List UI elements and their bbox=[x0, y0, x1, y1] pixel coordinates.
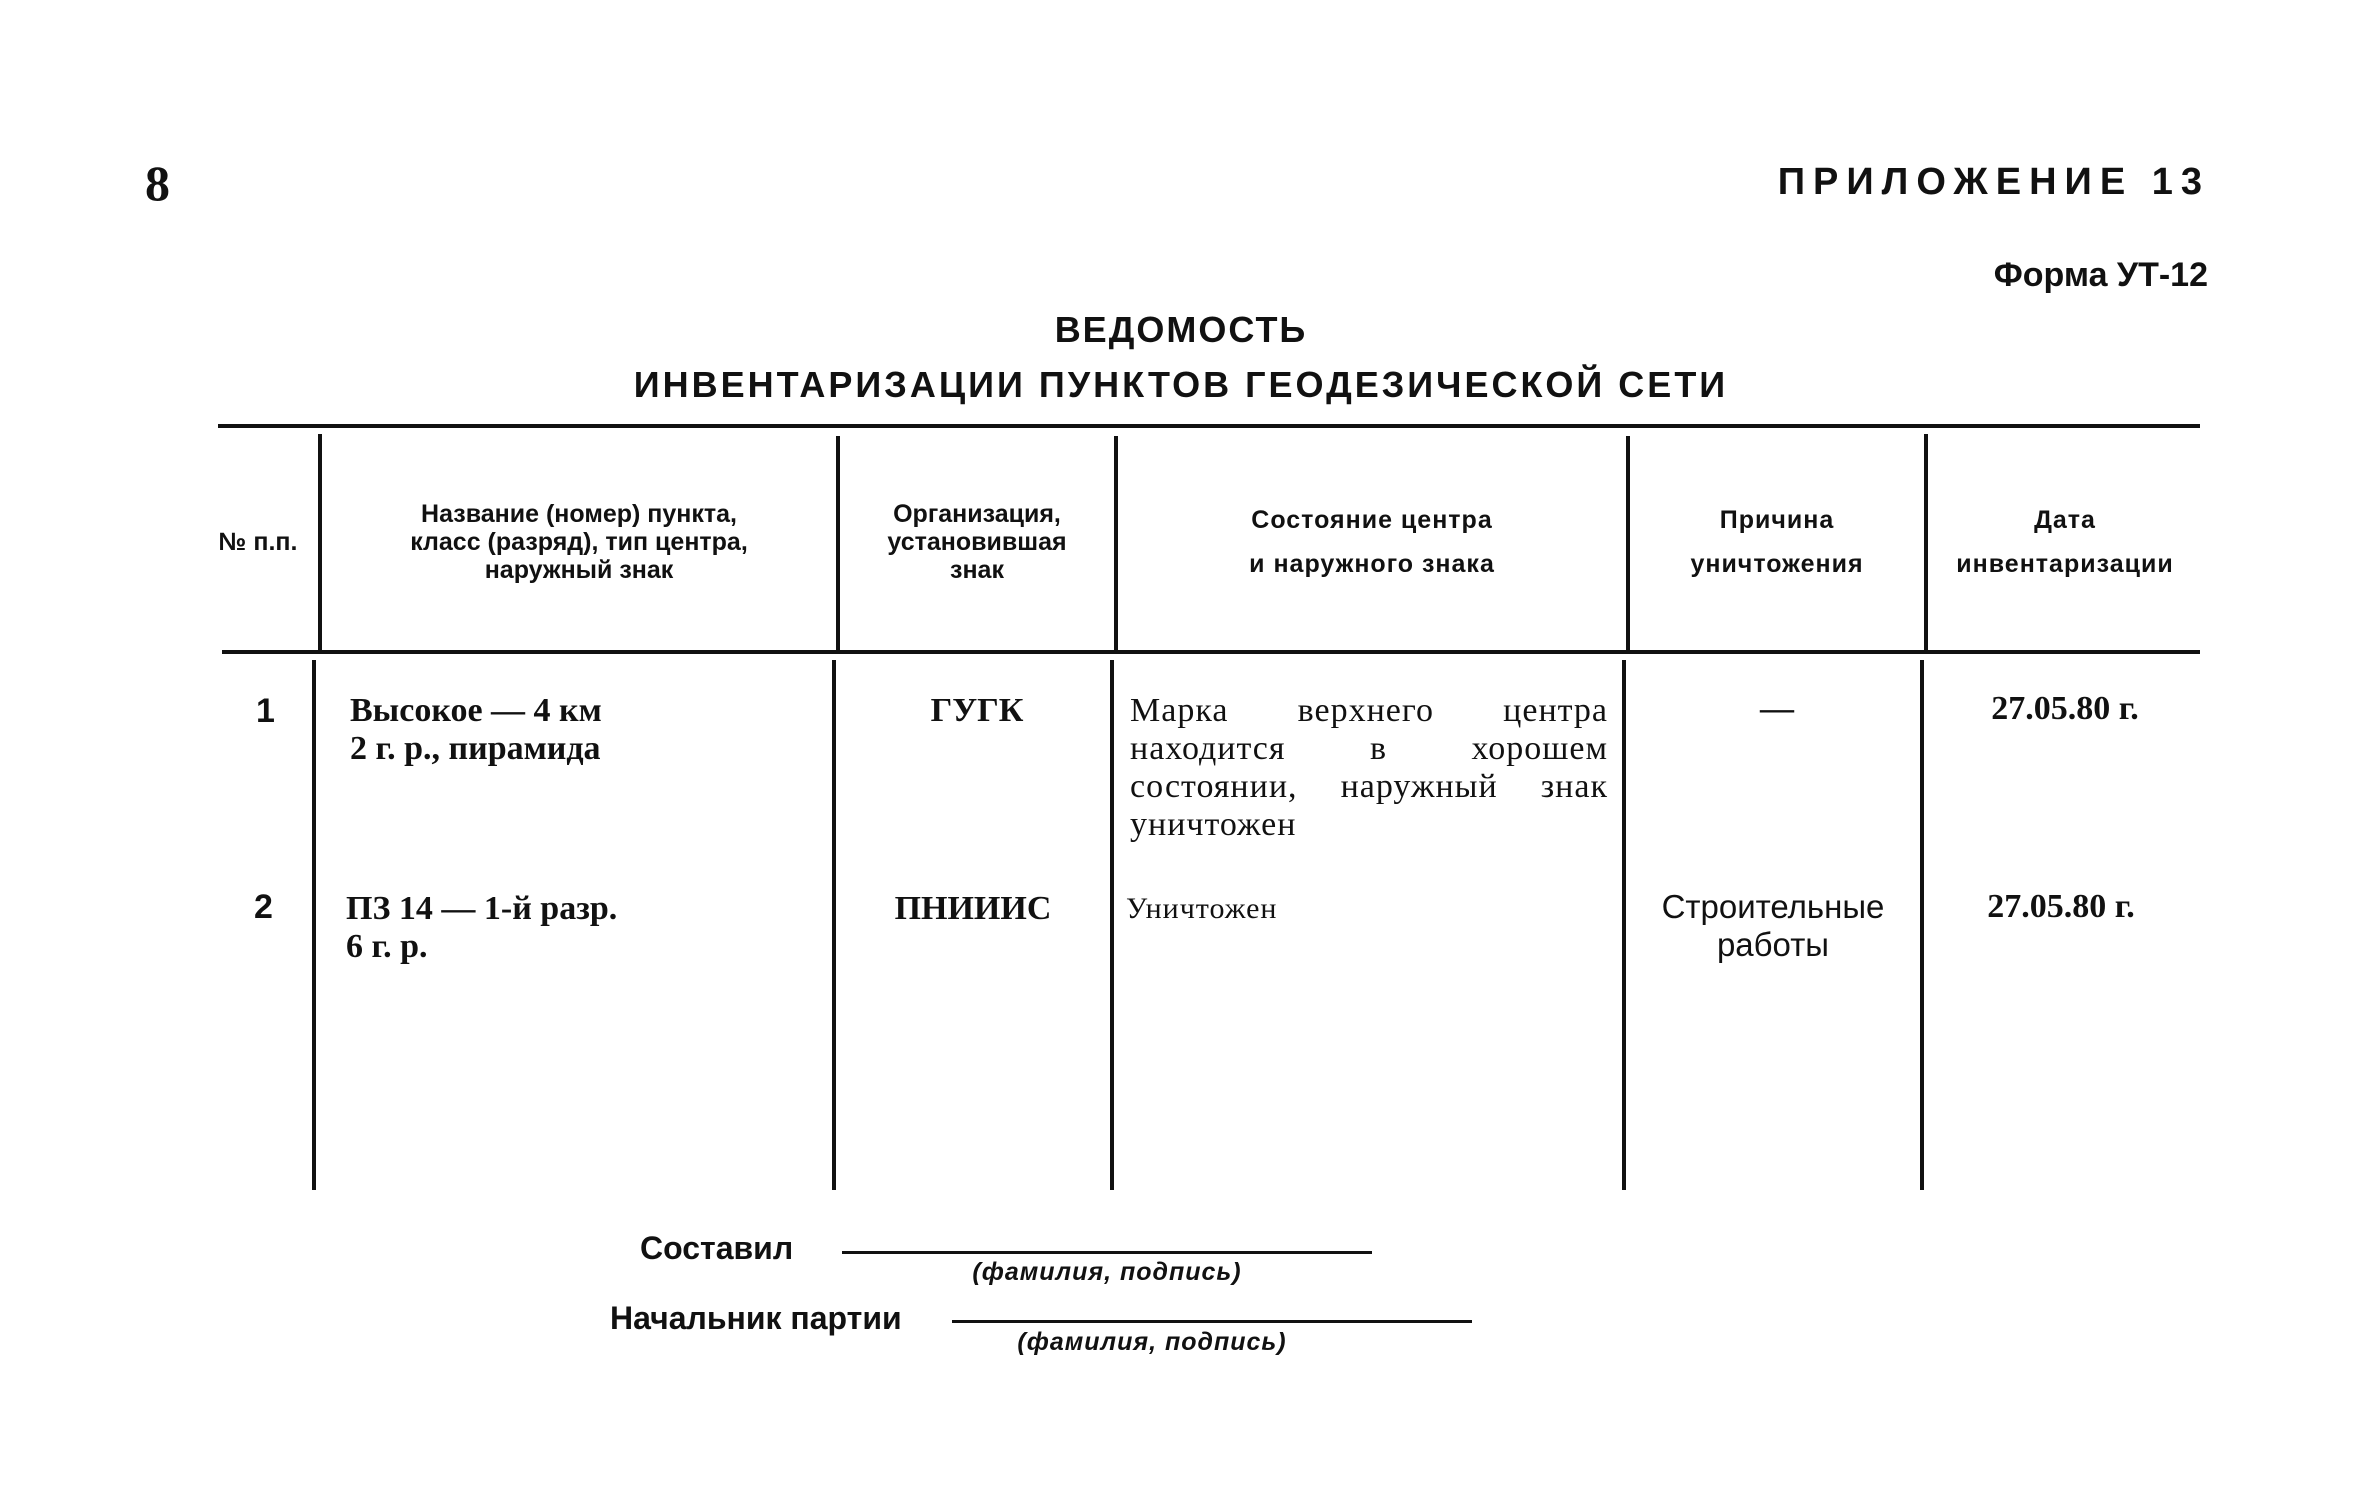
column-divider bbox=[832, 660, 836, 1190]
header-org-line: установившая bbox=[887, 528, 1067, 556]
document-title: ВЕДОМОСТЬ bbox=[1054, 309, 1308, 350]
party-chief-label: Начальник партии bbox=[610, 1300, 902, 1336]
reason-line: Строительные bbox=[1661, 888, 1885, 925]
point-name bbox=[346, 890, 816, 966]
header-org-line: знак bbox=[950, 556, 1004, 584]
header-num bbox=[200, 436, 316, 648]
point-name bbox=[350, 692, 820, 768]
header-reason bbox=[1632, 436, 1922, 648]
column-divider bbox=[1924, 434, 1928, 650]
point-class-line: 6 г. р. bbox=[346, 928, 428, 965]
header-reason-line: Причина bbox=[1719, 506, 1835, 534]
header-reason-line: уничтожения bbox=[1690, 550, 1864, 578]
header-date bbox=[1930, 436, 2200, 648]
table-top-rule bbox=[218, 424, 2200, 428]
point-name-line: Высокое — 4 км bbox=[350, 692, 602, 729]
header-name-line: Название (номер) пункта, bbox=[421, 500, 737, 528]
appendix-label: ПРИЛОЖЕНИЕ 13 bbox=[1777, 161, 2210, 203]
header-org bbox=[842, 436, 1112, 648]
page-number: 8 bbox=[145, 155, 170, 211]
compiled-by-label: Составил bbox=[640, 1230, 794, 1266]
point-class-line: 2 г. р., пирамида bbox=[350, 730, 601, 767]
row-number: 1 bbox=[256, 692, 275, 730]
party-chief-signature-line bbox=[952, 1320, 1472, 1323]
document-subtitle: ИНВЕНТАРИЗАЦИИ ПУНКТОВ ГЕОДЕЗИЧЕСКОЙ СЕТИ bbox=[633, 364, 1729, 405]
header-org-line: Организация, bbox=[893, 500, 1061, 528]
column-divider bbox=[1114, 436, 1118, 650]
header-date-line: инвентаризации bbox=[1956, 550, 2174, 578]
header-name-line: класс (разряд), тип центра, bbox=[410, 528, 748, 556]
column-divider bbox=[1110, 660, 1114, 1190]
condition: Марка верхнего центра находится в хорошем состоянии, наружный знак уничтожен bbox=[1130, 692, 1608, 843]
header-name-line: наружный знак bbox=[484, 556, 674, 584]
column-divider bbox=[312, 660, 316, 1190]
destruction-reason bbox=[1628, 888, 1918, 964]
header-bottom-rule bbox=[222, 650, 2200, 654]
header-num-text: № п.п. bbox=[218, 528, 298, 556]
point-name-line: ПЗ 14 — 1-й разр. bbox=[346, 890, 618, 927]
header-state bbox=[1120, 436, 1624, 648]
destruction-reason: — bbox=[1760, 690, 1794, 727]
header-date-line: Дата bbox=[2034, 506, 2096, 534]
party-chief-caption: (фамилия, подпись) bbox=[1017, 1328, 1287, 1356]
reason-line: работы bbox=[1716, 926, 1830, 963]
compiled-by-caption: (фамилия, подпись) bbox=[972, 1258, 1242, 1286]
header-state-line: Состояние центра bbox=[1251, 506, 1493, 534]
header-state-line: и наружного знака bbox=[1249, 550, 1495, 578]
inventory-date: 27.05.80 г. bbox=[1987, 888, 2135, 925]
organization: ГУГК bbox=[930, 692, 1024, 729]
column-divider bbox=[318, 434, 322, 650]
column-divider bbox=[1920, 660, 1924, 1190]
header-name bbox=[324, 436, 834, 648]
column-divider bbox=[1622, 660, 1626, 1190]
form-code: Форма УТ-12 bbox=[1993, 256, 2208, 294]
compiled-by-signature-line bbox=[842, 1251, 1372, 1254]
organization: ПНИИИС bbox=[894, 890, 1052, 927]
column-divider bbox=[836, 436, 840, 650]
column-divider bbox=[1626, 436, 1630, 650]
inventory-date: 27.05.80 г. bbox=[1991, 690, 2139, 727]
condition: Уничтожен bbox=[1126, 892, 1278, 925]
row-number: 2 bbox=[254, 888, 273, 926]
